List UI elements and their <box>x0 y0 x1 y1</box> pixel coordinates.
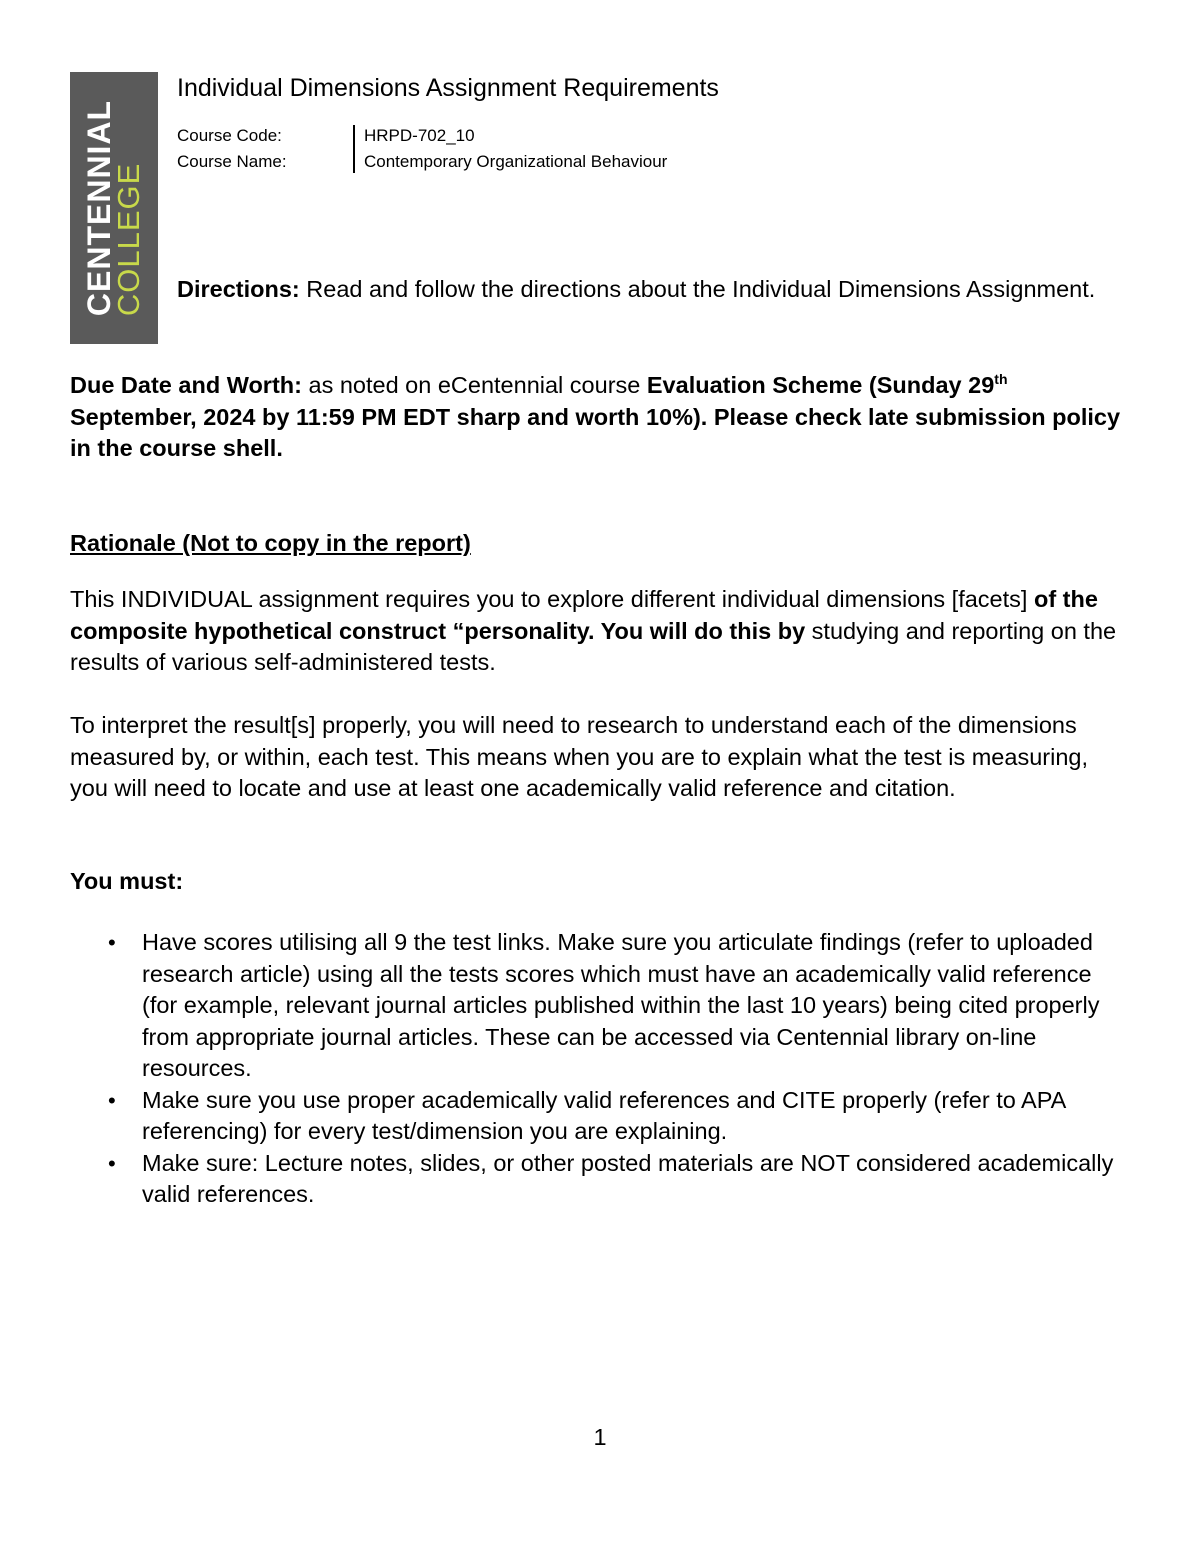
rationale-heading <box>70 528 1130 560</box>
bullet-icon: • <box>108 1150 116 1176</box>
due-label: Due Date and Worth: <box>70 372 302 398</box>
list-item <box>70 927 1130 1085</box>
rationale-p1-a: This INDIVIDUAL assignment requires you to explore different individual dimensions [facets] <box>70 586 1034 612</box>
due-scheme-text: Evaluation Scheme (Sunday 29 <box>646 372 995 398</box>
rationale-p1-b: of the composite hypothetical construct “personality. You will do this by <box>70 586 1098 644</box>
due-text: as noted on eCentennial course <box>301 372 647 398</box>
logo-line-college: COLLEGE <box>111 162 146 317</box>
due-date-paragraph <box>70 370 1130 465</box>
you-must-heading-text: You must: <box>70 868 184 894</box>
logo-wordmark <box>81 99 146 317</box>
rationale-heading-text: Rationale (Not to copy in the report) <box>70 530 471 556</box>
you-must-heading <box>70 866 1130 898</box>
directions-label: Directions: <box>177 276 300 302</box>
college-logo <box>70 72 158 344</box>
logo-line-centennial: CENTENNIAL <box>81 99 117 317</box>
rationale-p1-c: studying and reporting on the results of various self-administered tests. <box>70 617 1117 675</box>
course-divider <box>353 125 355 173</box>
requirements-list <box>70 927 1130 1211</box>
due-superscript: th <box>994 371 1008 388</box>
document-title: Individual Dimensions Assignment Requirements <box>177 74 719 102</box>
bullet-icon: • <box>108 1087 116 1113</box>
rationale-paragraph-1 <box>70 584 1130 679</box>
due-deadline-text: September, 2024 by 11:59 PM EDT sharp and worth 10%). Please check late submission policy in the course shell. <box>70 403 1121 461</box>
course-name-label: Course Name: <box>177 152 287 171</box>
directions-text: Read and follow the directions about the Individual Dimensions Assignment. <box>299 276 1096 302</box>
list-item <box>70 1148 1130 1211</box>
directions-paragraph <box>177 274 1137 306</box>
list-item-text: Make sure: Lecture notes, slides, or other posted materials are NOT considered academically valid references. <box>142 1149 1114 1207</box>
course-name-value: Contemporary Organizational Behaviour <box>364 152 668 171</box>
bullet-icon: • <box>108 930 116 955</box>
course-code-value: HRPD-702_10 <box>364 126 475 145</box>
rationale-paragraph-2: To interpret the result[s] properly, you will need to research to understand each of the dimensions measured by, or within, each test. This means when you are to explain what the test is measuring, you will need to locate and use at least one academically valid reference and citation. <box>70 712 1088 801</box>
list-item-text: Have scores utilising all 9 the test links. Make sure you articulate findings (refer to uploaded research article) using all the tests scores which must have an academically valid reference (for example, relevant journal articles published within the last 10 years) being cited properly from appropriate journal articles. These can be accessed via Centennial library on-line resources. <box>142 929 1100 1081</box>
list-item <box>70 1085 1130 1148</box>
course-code-label: Course Code: <box>177 126 282 145</box>
page-number: 1 <box>593 1424 607 1450</box>
list-item-text: Make sure you use proper academically valid references and CITE properly (refer to APA referencing) for every test/dimension you are explaining. <box>142 1086 1066 1144</box>
